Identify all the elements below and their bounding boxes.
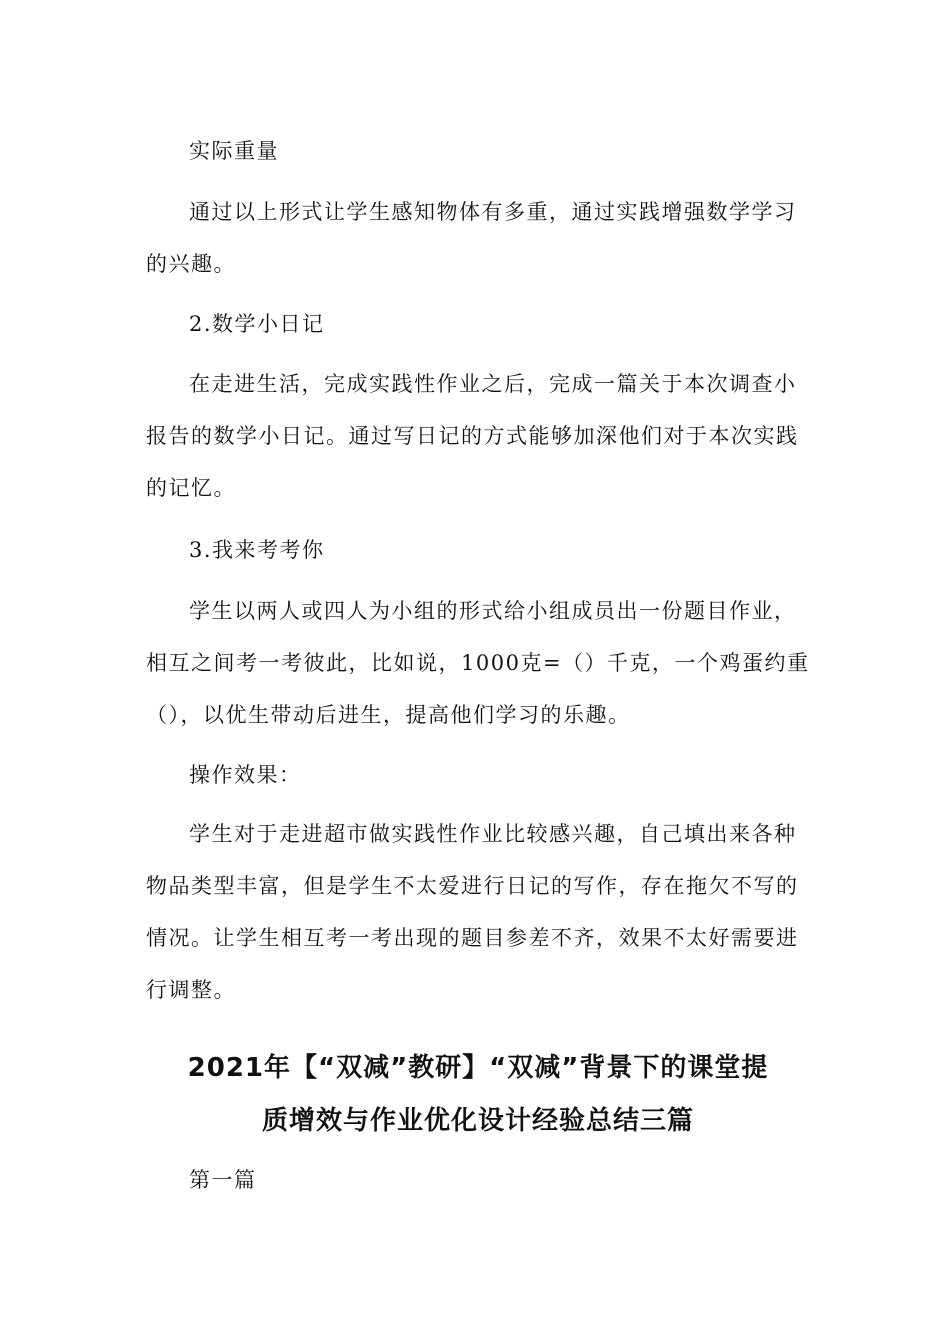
paragraph-actual-weight: 实际重量: [189, 139, 279, 163]
paragraph-quiz-you: 学生以两人或四人为小组的形式给小组成员出一份题目作业，相互之间考一考彼此，比如说，1000克=（）千克，一个鸡蛋约重（），以优生带动后进生，提高他们学习的乐趣。: [146, 599, 810, 727]
paragraph-math-diary: 在走进生活，完成实践性作业之后，完成一篇关于本次调查小报告的数学小日记。通过写日记的方式能够加深他们对于本次实践的记忆。: [146, 372, 799, 500]
paragraph-operation-effect: 学生对于走进超市做实践性作业比较感兴趣，自己填出来各种物品类型丰富，但是学生不太爱进行日记的写作，存在拖欠不写的情况。让学生相互考一考出现的题目参差不齐，效果不太好需要进行调整。: [146, 822, 799, 1002]
heading-operation-effect: 操作效果：: [189, 763, 302, 787]
heading-math-diary: 2.数学小日记: [189, 312, 325, 336]
section-label: 第一篇: [189, 1168, 257, 1192]
article-title-line-2: 质增效与作业优化设计经验总结三篇: [261, 1106, 694, 1136]
heading-quiz-you: 3.我来考考你: [189, 538, 325, 562]
article-title-line-1: 2021年【“双减”教研】“双减”背景下的课堂提: [187, 1053, 769, 1083]
paragraph-weight-perception: 通过以上形式让学生感知物体有多重，通过实践增强数学学习的兴趣。: [146, 200, 797, 276]
